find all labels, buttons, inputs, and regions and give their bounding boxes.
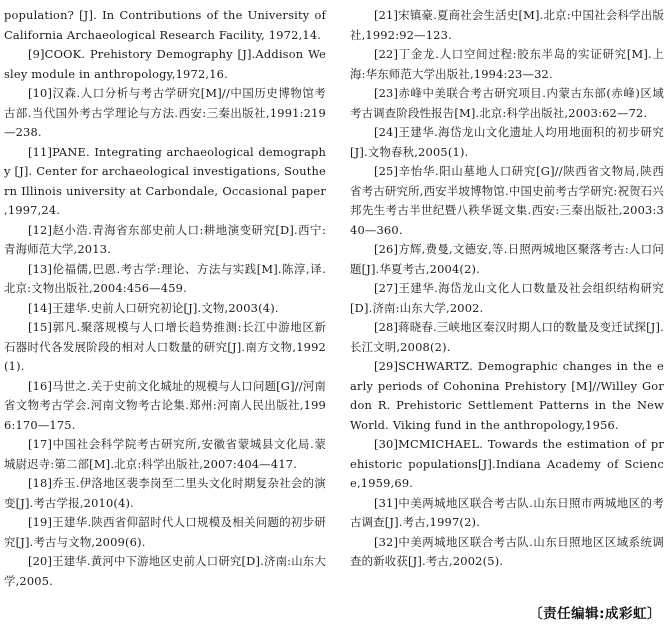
reference-entry: [29]SCHWARTZ. Demographic changes in the early periods of Cohonina Prehistory [M]//Willey Gordon R. Prehistoric Settlement Patterns in the New World. Viking fund in the anthropology,1956.	[350, 359, 664, 432]
reference-entry: [19]王建华.陕西省仰韶时代人口规模及相关问题的初步研究[J].考古与文物,2009(6).	[4, 515, 326, 549]
reference-entry: [16]马世之.关于史前文化城址的规模与人口问题[G]//河南省文物考古学会.河南文物考古论集.郑州:河南人民出版社,1996:170—175.	[4, 378, 327, 432]
reference-entry: [28]蒋晓春.三峡地区秦汉时期人口的数量及变迁试探[J].长江文明,2008(2).	[350, 320, 664, 354]
reference-entry: [26]方辉,费曼,文德安,等.日照两城地区聚落考古:人口问题[J].华夏考古,2004(2).	[350, 242, 664, 276]
reference-entry: [14]王建华.史前人口研究初论[J].文物,2003(4).	[27, 300, 279, 315]
reference-entry: [24]王建华.海岱龙山文化遗址人均用地面积的初步研究[J].文物春秋,2005(1).	[350, 125, 664, 159]
reference-entry: [27]王建华.海岱龙山文化人口数量及社会组织结构研究[D].济南:山东大学,2002.	[350, 281, 664, 315]
reference-entry: [9]COOK. Prehistory Demography [J].Addison Wesley module in anthropology,1972,16.	[4, 47, 326, 81]
reference-entry: [21]宋镇豪.夏商社会生活史[M].北京:中国社会科学出版社,1992:92—123.	[350, 8, 664, 42]
reference-entry: [13]伦福儒,巴恩.考古学:理论、方法与实践[M].陈淳,译.北京:文物出版社,2004:456—459.	[4, 261, 326, 295]
reference-entry: [25]辛怡华.阳山墓地人口研究[G]//陕西省文物局,陕西省考古研究所,西安半坡博物馆.中国史前考古学研究:祝贺石兴邦先生考古半世纪暨八秩华诞文集.西安:三秦出版社,2003:340—360.	[350, 164, 664, 237]
reference-entry: [32]中美两城地区联合考古队.山东日照地区区域系统调查的新收获[J].考古,2002(5).	[350, 534, 664, 568]
reference-entry: [20]王建华.黄河中下游地区史前人口研究[D].济南:山东大学,2005.	[4, 554, 326, 588]
responsible-editor: 〔责任编辑:成彩虹〕	[529, 606, 661, 622]
reference-entry: [23]赤峰中美联合考古研究项目.内蒙古东部(赤峰)区域考古调查阶段性报告[M].北京:科学出版社,2003:62—72.	[350, 86, 664, 120]
references-right-column	[350, 6, 664, 572]
reference-entry: [22]丁金龙.人口空间过程:胶东半岛的实证研究[M].上海:华东师范大学出版社,1994:23—32.	[350, 47, 664, 81]
references-left-column	[4, 6, 326, 591]
reference-entry: [31]中美两城地区联合考古队.山东日照市两城地区的考古调查[J].考古,1997(2).	[350, 495, 664, 529]
reference-entry: population? [J]. In Contributions of the University of California Archaeological Research Facility, 1972,14.	[4, 8, 326, 42]
reference-entry: [12]赵小浩.青海省东部史前人口:耕地演变研究[D].西宁:青海师范大学,2013.	[4, 222, 326, 256]
reference-entry: [18]乔玉.伊洛地区裴李岗至二里头文化时期复杂社会的演变[J].考古学报,2010(4).	[4, 476, 326, 510]
reference-entry: [15]郭凡.聚落规模与人口增长趋势推测:长江中游地区新石器时代各发展阶段的相对人口数量的研究[J].南方文物,1992(1).	[4, 320, 326, 373]
reference-entry: [17]中国社会科学院考古研究所,安徽省蒙城县文化局.蒙城尉迟寺:第二部[M].北京:科学出版社,2007:404—417.	[4, 437, 326, 471]
reference-entry: [30]MCMICHAEL. Towards the estimation of prehistoric populations[J].Indiana Academy of Science,1959,69.	[350, 437, 664, 490]
reference-entry: [10]汉森.人口分析与考古学研究[M]//中国历史博物馆考古部.当代国外考古学理论与方法.西安:三秦出版社,1991:219—238.	[4, 86, 326, 139]
reference-entry: [11]PANE. Integrating archaeological demography [J]. Center for archaeological investigations, Southern Illinois university at Carbondale, Occasional paper ,1997,24.	[4, 144, 326, 217]
